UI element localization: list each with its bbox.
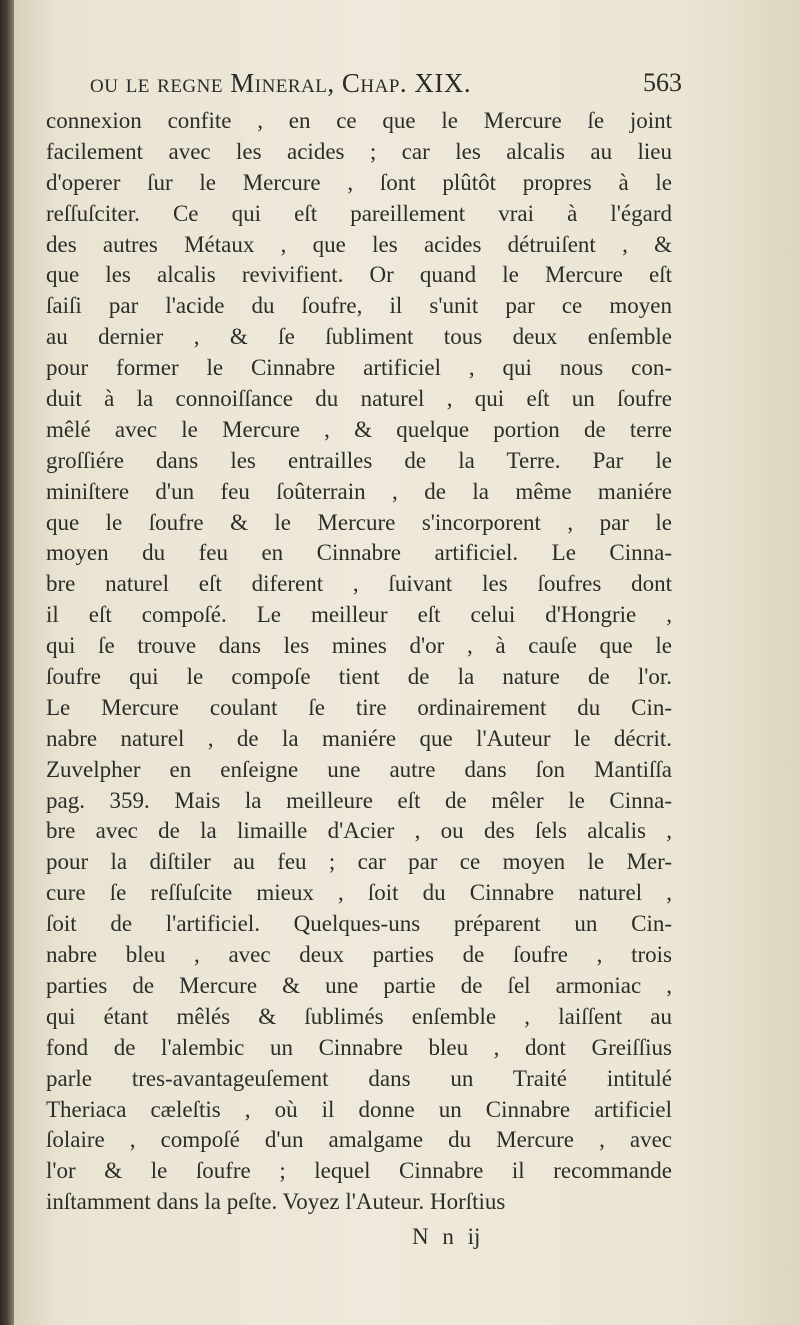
text-line: groſſiére dans les entrailles de la Terre. Par le	[46, 447, 672, 473]
text-line: que le ſoufre & le Mercure s'incorporent , par le	[46, 509, 672, 535]
text-line: ſoufre qui le compoſe tient de la nature de l'or.	[46, 664, 672, 690]
text-line: miniſtere d'un feu ſoûterrain , de la même maniére	[46, 478, 672, 504]
text-line: fond de l'alembic un Cinnabre bleu , dont Greiſſius	[46, 1034, 672, 1060]
text-line: cure ſe reſſuſcite mieux , ſoit du Cinnabre naturel ,	[46, 880, 672, 906]
text-line: reſſuſciter. Ce qui eſt pareillement vrai à l'égard	[46, 200, 672, 226]
text-line: connexion confite , en ce que le Mercure ſe joint	[46, 108, 672, 133]
page-number: 563	[643, 68, 682, 97]
text-line: pour la diſtiler au feu ; car par ce moyen le Mer-	[46, 849, 672, 875]
running-head: ou le regne Mineral, Chap. XIX.	[90, 68, 472, 98]
book-page	[14, 0, 800, 1325]
text-line: il eſt compoſé. Le meilleur eſt celui d'Hongrie ,	[46, 602, 672, 628]
text-line: ſaiſi par l'acide du ſoufre, il s'unit par ce moyen	[46, 293, 672, 319]
text-line: Le Mercure coulant ſe tire ordinairement du Cin-	[46, 694, 672, 720]
text-line: d'operer ſur le Mercure , ſont plûtôt propres à le	[46, 169, 672, 195]
text-line: l'or & le ſoufre ; lequel Cinnabre il recommande	[46, 1158, 672, 1184]
text-line: pag. 359. Mais la meilleure eſt de mêler le Cinna-	[46, 787, 672, 813]
text-line: parties de Mercure & une partie de ſel armoniac ,	[46, 972, 672, 998]
text-line: moyen du feu en Cinnabre artificiel. Le Cinna-	[46, 540, 672, 566]
text-line: qui étant mêlés & ſublimés enſemble , laiſſent au	[46, 1003, 672, 1029]
text-line: facilement avec les acides ; car les alcalis au lieu	[46, 138, 672, 164]
text-line: au dernier , & ſe ſubliment tous deux enſemble	[46, 324, 672, 350]
text-line: duit à la connoiſſance du naturel , qui eſt un ſoufre	[46, 386, 672, 412]
signature-mark: N n ij	[412, 1224, 481, 1249]
book-binding-shadow	[0, 0, 14, 1325]
text-line: Zuvelpher en enſeigne une autre dans ſon Mantiſſa	[46, 756, 672, 782]
text-line: des autres Métaux , que les acides détruiſent , &	[46, 231, 672, 257]
text-line: que les alcalis revivifient. Or quand le Mercure eſt	[46, 262, 672, 288]
body-text	[46, 106, 672, 1218]
text-line: pour former le Cinnabre artificiel , qui nous con-	[46, 355, 672, 381]
text-line: nabre naturel , de la maniére que l'Auteur le décrit.	[46, 725, 672, 751]
text-line: inſtamment dans la peſte. Voyez l'Auteur. Horſtius	[46, 1189, 506, 1215]
text-line: qui ſe trouve dans les mines d'or , à cauſe que le	[46, 633, 672, 659]
text-line: bre naturel eſt diferent , ſuivant les ſoufres dont	[46, 571, 672, 597]
text-line: parle tres-avantageuſement dans un Traité intitulé	[46, 1065, 672, 1091]
text-line: nabre bleu , avec deux parties de ſoufre , trois	[46, 942, 672, 968]
page-header	[90, 68, 690, 108]
text-line: Theriaca cæleſtis , où il donne un Cinnabre artificiel	[46, 1096, 672, 1122]
text-line: bre avec de la limaille d'Acier , ou des ſels alcalis ,	[46, 818, 672, 844]
text-line: mêlé avec le Mercure , & quelque portion de terre	[46, 416, 672, 442]
text-line: ſoit de l'artificiel. Quelques-uns préparent un Cin-	[46, 911, 672, 937]
text-line: ſolaire , compoſé d'un amalgame du Mercure , avec	[46, 1127, 672, 1153]
